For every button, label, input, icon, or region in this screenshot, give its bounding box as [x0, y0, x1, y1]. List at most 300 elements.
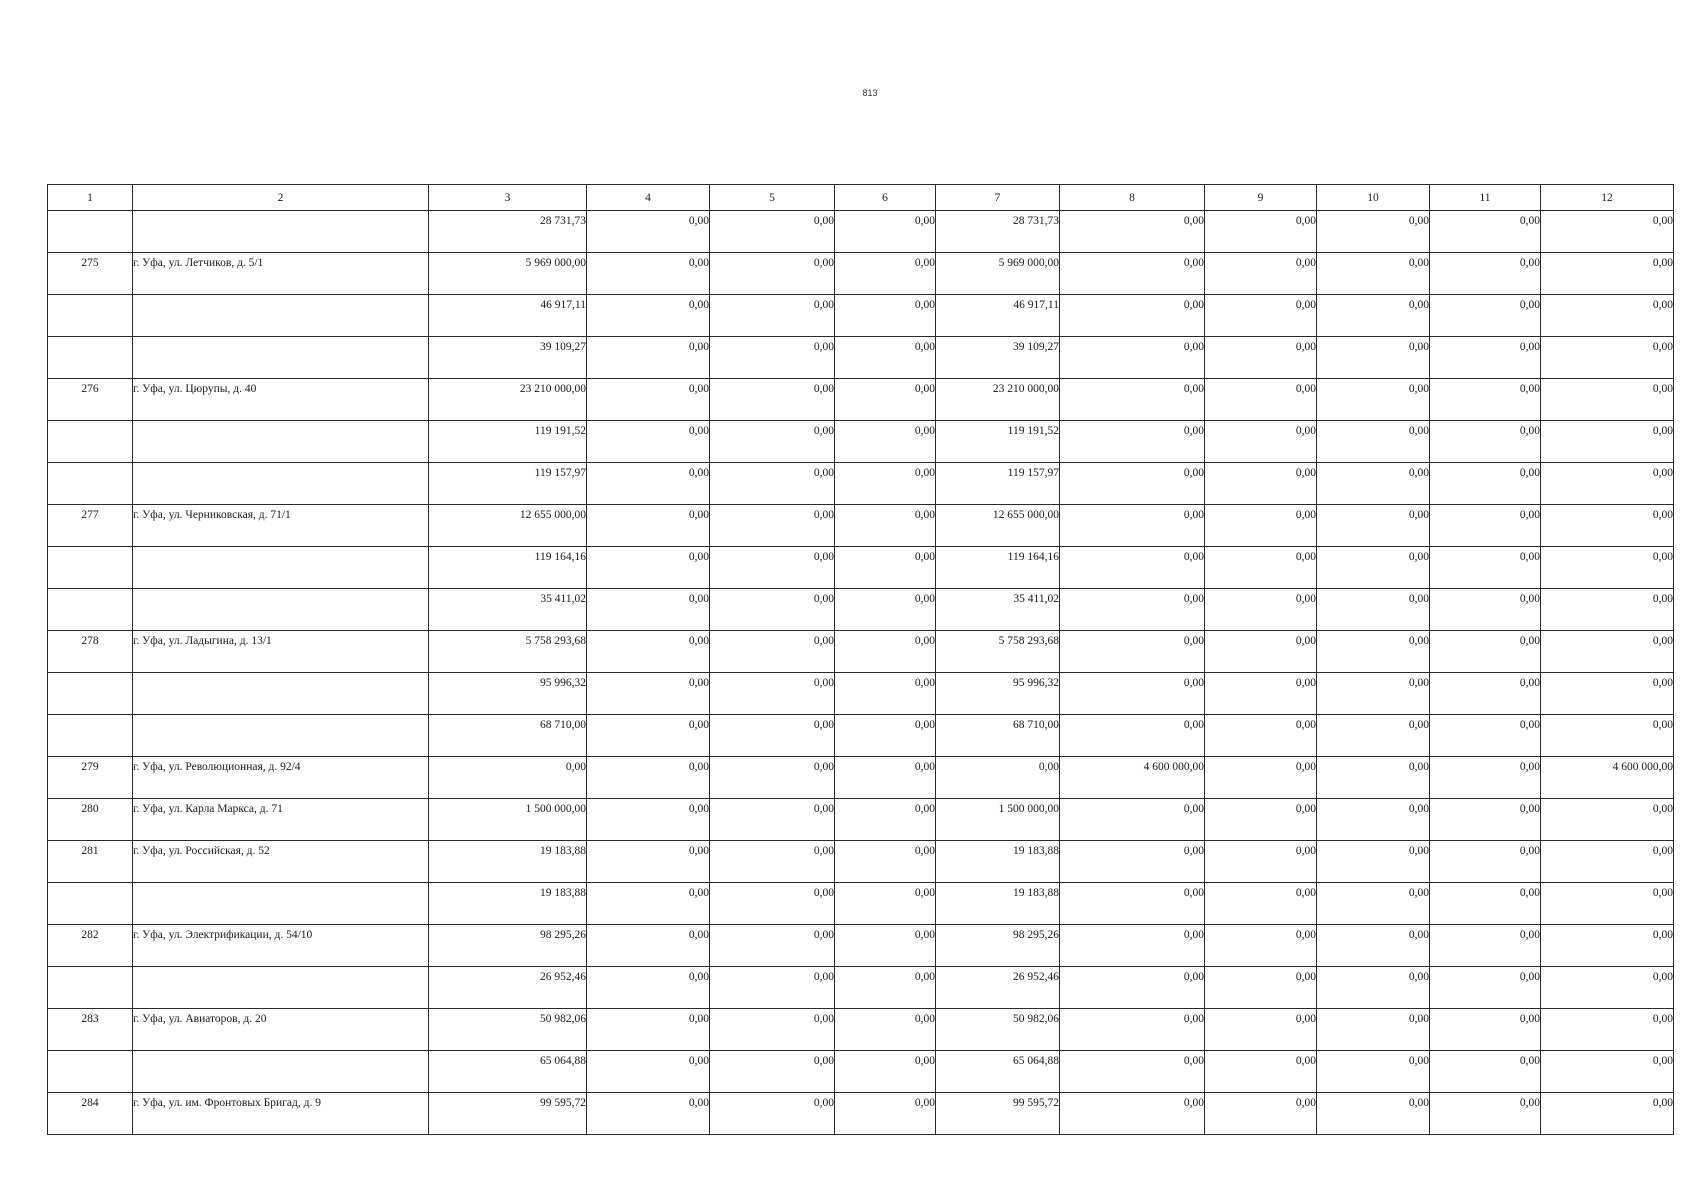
value-cell: 0,00	[1317, 673, 1430, 715]
row-number-cell	[48, 421, 133, 463]
value-cell: 28 731,73	[429, 211, 587, 253]
value-cell: 0,00	[1541, 463, 1674, 505]
table-row	[48, 967, 1674, 1009]
value-cell: 0,00	[710, 505, 835, 547]
value-cell: 0,00	[587, 1051, 710, 1093]
row-number-cell: 278	[48, 631, 133, 673]
value-cell: 0,00	[1541, 967, 1674, 1009]
value-cell: 0,00	[1060, 715, 1205, 757]
value-cell: 0,00	[1541, 421, 1674, 463]
row-number-cell: 281	[48, 841, 133, 883]
value-cell: 0,00	[1317, 925, 1430, 967]
value-cell: 0,00	[1541, 673, 1674, 715]
value-cell: 0,00	[1430, 1093, 1541, 1135]
value-cell: 0,00	[1205, 463, 1317, 505]
address-cell	[133, 673, 429, 715]
value-cell: 0,00	[710, 1093, 835, 1135]
value-cell: 0,00	[1541, 379, 1674, 421]
value-cell: 95 996,32	[429, 673, 587, 715]
value-cell: 0,00	[1317, 505, 1430, 547]
value-cell: 0,00	[710, 421, 835, 463]
value-cell: 0,00	[710, 841, 835, 883]
value-cell: 50 982,06	[429, 1009, 587, 1051]
value-cell: 0,00	[1060, 295, 1205, 337]
table-row	[48, 505, 1674, 547]
value-cell: 0,00	[710, 1051, 835, 1093]
address-cell	[133, 295, 429, 337]
value-cell: 0,00	[835, 883, 936, 925]
address-cell	[133, 211, 429, 253]
value-cell: 0,00	[710, 295, 835, 337]
table-row	[48, 253, 1674, 295]
value-cell: 0,00	[1541, 841, 1674, 883]
value-cell: 0,00	[587, 505, 710, 547]
address-cell: г. Уфа, ул. Ладыгина, д. 13/1	[133, 631, 429, 673]
table-row	[48, 379, 1674, 421]
value-cell: 0,00	[835, 715, 936, 757]
address-cell	[133, 547, 429, 589]
column-header: 6	[835, 185, 936, 211]
value-cell: 0,00	[1205, 1051, 1317, 1093]
value-cell: 0,00	[1430, 883, 1541, 925]
value-cell: 0,00	[587, 589, 710, 631]
address-cell: г. Уфа, ул. Летчиков, д. 5/1	[133, 253, 429, 295]
table-row	[48, 757, 1674, 799]
address-cell: г. Уфа, ул. им. Фронтовых Бригад, д. 9	[133, 1093, 429, 1135]
value-cell: 0,00	[1060, 589, 1205, 631]
value-cell: 0,00	[835, 589, 936, 631]
value-cell: 0,00	[1430, 253, 1541, 295]
value-cell: 0,00	[587, 1093, 710, 1135]
value-cell: 0,00	[835, 547, 936, 589]
value-cell: 0,00	[1430, 715, 1541, 757]
value-cell: 0,00	[1060, 211, 1205, 253]
table-row	[48, 337, 1674, 379]
value-cell: 0,00	[587, 421, 710, 463]
value-cell: 0,00	[710, 379, 835, 421]
value-cell: 0,00	[835, 463, 936, 505]
value-cell: 35 411,02	[429, 589, 587, 631]
value-cell: 0,00	[1205, 715, 1317, 757]
value-cell: 26 952,46	[936, 967, 1060, 1009]
column-header: 8	[1060, 185, 1205, 211]
value-cell: 19 183,88	[936, 841, 1060, 883]
value-cell: 0,00	[1060, 1093, 1205, 1135]
value-cell: 119 164,16	[936, 547, 1060, 589]
value-cell: 0,00	[1430, 1009, 1541, 1051]
value-cell: 65 064,88	[936, 1051, 1060, 1093]
value-cell: 98 295,26	[936, 925, 1060, 967]
column-header: 7	[936, 185, 1060, 211]
value-cell: 0,00	[1541, 925, 1674, 967]
value-cell: 0,00	[587, 673, 710, 715]
value-cell: 12 655 000,00	[429, 505, 587, 547]
value-cell: 0,00	[1205, 925, 1317, 967]
value-cell: 0,00	[587, 211, 710, 253]
value-cell: 0,00	[1205, 337, 1317, 379]
value-cell: 0,00	[587, 967, 710, 1009]
row-number-cell	[48, 463, 133, 505]
value-cell: 0,00	[1317, 589, 1430, 631]
value-cell: 68 710,00	[936, 715, 1060, 757]
value-cell: 0,00	[1541, 1093, 1674, 1135]
value-cell: 0,00	[1060, 253, 1205, 295]
address-cell	[133, 463, 429, 505]
value-cell: 68 710,00	[429, 715, 587, 757]
column-header: 1	[48, 185, 133, 211]
value-cell: 0,00	[835, 253, 936, 295]
value-cell: 0,00	[835, 841, 936, 883]
value-cell: 0,00	[710, 631, 835, 673]
address-cell: г. Уфа, ул. Революционная, д. 92/4	[133, 757, 429, 799]
value-cell: 119 191,52	[936, 421, 1060, 463]
value-cell: 0,00	[835, 211, 936, 253]
table-row	[48, 631, 1674, 673]
value-cell: 0,00	[710, 673, 835, 715]
value-cell: 12 655 000,00	[936, 505, 1060, 547]
address-cell: г. Уфа, ул. Цюрупы, д. 40	[133, 379, 429, 421]
column-header: 11	[1430, 185, 1541, 211]
table-row	[48, 883, 1674, 925]
value-cell: 5 969 000,00	[936, 253, 1060, 295]
value-cell: 23 210 000,00	[936, 379, 1060, 421]
value-cell: 0,00	[835, 421, 936, 463]
table-row	[48, 673, 1674, 715]
table-row	[48, 547, 1674, 589]
value-cell: 0,00	[587, 883, 710, 925]
address-cell: г. Уфа, ул. Авиаторов, д. 20	[133, 1009, 429, 1051]
value-cell: 5 758 293,68	[936, 631, 1060, 673]
value-cell: 119 157,97	[429, 463, 587, 505]
row-number-cell: 283	[48, 1009, 133, 1051]
table-row	[48, 925, 1674, 967]
row-number-cell	[48, 1051, 133, 1093]
value-cell: 0,00	[1430, 379, 1541, 421]
value-cell: 0,00	[587, 379, 710, 421]
row-number-cell	[48, 211, 133, 253]
value-cell: 26 952,46	[429, 967, 587, 1009]
value-cell: 0,00	[1430, 967, 1541, 1009]
row-number-cell: 276	[48, 379, 133, 421]
value-cell: 0,00	[1430, 757, 1541, 799]
value-cell: 46 917,11	[936, 295, 1060, 337]
value-cell: 0,00	[1317, 631, 1430, 673]
value-cell: 0,00	[835, 799, 936, 841]
column-header: 3	[429, 185, 587, 211]
value-cell: 0,00	[1060, 967, 1205, 1009]
value-cell: 19 183,88	[429, 883, 587, 925]
value-cell: 0,00	[1541, 547, 1674, 589]
value-cell: 0,00	[710, 715, 835, 757]
row-number-cell: 277	[48, 505, 133, 547]
value-cell: 0,00	[1317, 463, 1430, 505]
value-cell: 0,00	[936, 757, 1060, 799]
value-cell: 0,00	[1541, 883, 1674, 925]
value-cell: 0,00	[1205, 505, 1317, 547]
address-cell: г. Уфа, ул. Российская, д. 52	[133, 841, 429, 883]
value-cell: 98 295,26	[429, 925, 587, 967]
value-cell: 0,00	[1317, 1009, 1430, 1051]
value-cell: 46 917,11	[429, 295, 587, 337]
value-cell: 0,00	[1060, 925, 1205, 967]
value-cell: 0,00	[587, 295, 710, 337]
value-cell: 0,00	[587, 799, 710, 841]
value-cell: 0,00	[710, 337, 835, 379]
value-cell: 0,00	[587, 337, 710, 379]
row-number-cell: 279	[48, 757, 133, 799]
column-header: 10	[1317, 185, 1430, 211]
value-cell: 0,00	[587, 1009, 710, 1051]
row-number-cell: 282	[48, 925, 133, 967]
value-cell: 0,00	[835, 1093, 936, 1135]
header-row	[48, 185, 1674, 211]
value-cell: 0,00	[835, 673, 936, 715]
value-cell: 0,00	[710, 253, 835, 295]
value-cell: 0,00	[835, 337, 936, 379]
value-cell: 0,00	[1060, 421, 1205, 463]
value-cell: 0,00	[1541, 337, 1674, 379]
value-cell: 0,00	[710, 925, 835, 967]
value-cell: 0,00	[710, 589, 835, 631]
value-cell: 0,00	[1430, 673, 1541, 715]
table-row	[48, 1051, 1674, 1093]
value-cell: 0,00	[1060, 1009, 1205, 1051]
value-cell: 119 191,52	[429, 421, 587, 463]
value-cell: 5 969 000,00	[429, 253, 587, 295]
table-row	[48, 211, 1674, 253]
value-cell: 0,00	[587, 547, 710, 589]
value-cell: 50 982,06	[936, 1009, 1060, 1051]
table-body	[48, 211, 1674, 1135]
value-cell: 99 595,72	[936, 1093, 1060, 1135]
value-cell: 0,00	[1205, 547, 1317, 589]
value-cell: 0,00	[835, 1051, 936, 1093]
value-cell: 0,00	[1060, 631, 1205, 673]
value-cell: 19 183,88	[429, 841, 587, 883]
value-cell: 0,00	[587, 631, 710, 673]
value-cell: 0,00	[1317, 799, 1430, 841]
value-cell: 0,00	[1060, 1051, 1205, 1093]
value-cell: 0,00	[1205, 253, 1317, 295]
value-cell: 0,00	[1541, 1009, 1674, 1051]
value-cell: 0,00	[710, 757, 835, 799]
address-cell	[133, 883, 429, 925]
value-cell: 65 064,88	[429, 1051, 587, 1093]
value-cell: 95 996,32	[936, 673, 1060, 715]
value-cell: 0,00	[1317, 295, 1430, 337]
value-cell: 0,00	[1317, 757, 1430, 799]
value-cell: 0,00	[1317, 1051, 1430, 1093]
value-cell: 39 109,27	[936, 337, 1060, 379]
value-cell: 0,00	[1205, 379, 1317, 421]
value-cell: 0,00	[587, 463, 710, 505]
value-cell: 0,00	[1317, 253, 1430, 295]
value-cell: 0,00	[1317, 715, 1430, 757]
value-cell: 1 500 000,00	[936, 799, 1060, 841]
address-cell	[133, 589, 429, 631]
value-cell: 0,00	[587, 841, 710, 883]
value-cell: 0,00	[1205, 1009, 1317, 1051]
row-number-cell	[48, 295, 133, 337]
value-cell: 5 758 293,68	[429, 631, 587, 673]
value-cell: 0,00	[710, 463, 835, 505]
table-row	[48, 841, 1674, 883]
value-cell: 39 109,27	[429, 337, 587, 379]
value-cell: 0,00	[835, 631, 936, 673]
address-cell: г. Уфа, ул. Черниковская, д. 71/1	[133, 505, 429, 547]
table-row	[48, 463, 1674, 505]
address-cell: г. Уфа, ул. Карла Маркса, д. 71	[133, 799, 429, 841]
value-cell: 0,00	[1060, 841, 1205, 883]
value-cell: 0,00	[1205, 841, 1317, 883]
value-cell: 0,00	[1205, 421, 1317, 463]
value-cell: 0,00	[1060, 673, 1205, 715]
value-cell: 0,00	[1317, 883, 1430, 925]
value-cell: 0,00	[1541, 715, 1674, 757]
value-cell: 0,00	[1317, 211, 1430, 253]
value-cell: 0,00	[1430, 841, 1541, 883]
table-row	[48, 295, 1674, 337]
value-cell: 0,00	[1060, 505, 1205, 547]
value-cell: 0,00	[1060, 337, 1205, 379]
value-cell: 0,00	[1060, 463, 1205, 505]
value-cell: 0,00	[710, 547, 835, 589]
row-number-cell	[48, 715, 133, 757]
value-cell: 0,00	[1430, 799, 1541, 841]
value-cell: 0,00	[835, 295, 936, 337]
value-cell: 99 595,72	[429, 1093, 587, 1135]
value-cell: 0,00	[1205, 967, 1317, 1009]
value-cell: 23 210 000,00	[429, 379, 587, 421]
value-cell: 0,00	[710, 211, 835, 253]
column-header: 2	[133, 185, 429, 211]
value-cell: 0,00	[835, 505, 936, 547]
value-cell: 0,00	[1430, 1051, 1541, 1093]
value-cell: 0,00	[710, 883, 835, 925]
value-cell: 0,00	[587, 253, 710, 295]
budget-table	[47, 184, 1674, 1135]
value-cell: 0,00	[835, 1009, 936, 1051]
value-cell: 0,00	[1541, 253, 1674, 295]
value-cell: 0,00	[1430, 463, 1541, 505]
value-cell: 0,00	[835, 967, 936, 1009]
row-number-cell: 284	[48, 1093, 133, 1135]
value-cell: 0,00	[1060, 379, 1205, 421]
value-cell: 0,00	[1205, 295, 1317, 337]
value-cell: 0,00	[1060, 799, 1205, 841]
address-cell: г. Уфа, ул. Электрификации, д. 54/10	[133, 925, 429, 967]
value-cell: 0,00	[1205, 211, 1317, 253]
value-cell: 0,00	[1205, 1093, 1317, 1135]
column-header: 5	[710, 185, 835, 211]
table-row	[48, 715, 1674, 757]
value-cell: 0,00	[1430, 589, 1541, 631]
table-row	[48, 799, 1674, 841]
row-number-cell	[48, 547, 133, 589]
table-row	[48, 1009, 1674, 1051]
value-cell: 0,00	[1317, 337, 1430, 379]
row-number-cell	[48, 337, 133, 379]
value-cell: 0,00	[1430, 211, 1541, 253]
value-cell: 28 731,73	[936, 211, 1060, 253]
value-cell: 1 500 000,00	[429, 799, 587, 841]
value-cell: 0,00	[1060, 883, 1205, 925]
value-cell: 0,00	[1205, 883, 1317, 925]
value-cell: 0,00	[1541, 1051, 1674, 1093]
value-cell: 0,00	[1317, 1093, 1430, 1135]
value-cell: 0,00	[1541, 799, 1674, 841]
address-cell	[133, 967, 429, 1009]
table-row	[48, 589, 1674, 631]
value-cell: 119 164,16	[429, 547, 587, 589]
address-cell	[133, 715, 429, 757]
value-cell: 0,00	[1541, 631, 1674, 673]
value-cell: 0,00	[1205, 673, 1317, 715]
value-cell: 0,00	[587, 925, 710, 967]
value-cell: 0,00	[1430, 421, 1541, 463]
value-cell: 0,00	[1205, 757, 1317, 799]
value-cell: 0,00	[1317, 379, 1430, 421]
value-cell: 0,00	[1430, 925, 1541, 967]
address-cell	[133, 1051, 429, 1093]
value-cell: 0,00	[1430, 295, 1541, 337]
value-cell: 0,00	[587, 757, 710, 799]
value-cell: 119 157,97	[936, 463, 1060, 505]
value-cell: 0,00	[1205, 631, 1317, 673]
value-cell: 0,00	[1317, 967, 1430, 1009]
row-number-cell: 275	[48, 253, 133, 295]
value-cell: 19 183,88	[936, 883, 1060, 925]
value-cell: 0,00	[1317, 421, 1430, 463]
value-cell: 0,00	[1205, 799, 1317, 841]
table-row	[48, 421, 1674, 463]
value-cell: 0,00	[1541, 295, 1674, 337]
row-number-cell	[48, 673, 133, 715]
value-cell: 0,00	[429, 757, 587, 799]
value-cell: 4 600 000,00	[1060, 757, 1205, 799]
value-cell: 0,00	[710, 799, 835, 841]
value-cell: 0,00	[1430, 505, 1541, 547]
value-cell: 0,00	[835, 757, 936, 799]
address-cell	[133, 337, 429, 379]
value-cell: 0,00	[835, 925, 936, 967]
value-cell: 0,00	[1541, 211, 1674, 253]
value-cell: 0,00	[1317, 547, 1430, 589]
value-cell: 4 600 000,00	[1541, 757, 1674, 799]
value-cell: 0,00	[1060, 547, 1205, 589]
value-cell: 0,00	[710, 1009, 835, 1051]
page-number: 813	[862, 88, 878, 98]
row-number-cell	[48, 589, 133, 631]
value-cell: 0,00	[835, 379, 936, 421]
value-cell: 0,00	[1541, 505, 1674, 547]
value-cell: 0,00	[1317, 841, 1430, 883]
value-cell: 0,00	[1541, 589, 1674, 631]
value-cell: 0,00	[1430, 337, 1541, 379]
value-cell: 0,00	[710, 967, 835, 1009]
table-row	[48, 1093, 1674, 1135]
column-header: 4	[587, 185, 710, 211]
value-cell: 35 411,02	[936, 589, 1060, 631]
value-cell: 0,00	[1430, 631, 1541, 673]
column-header: 9	[1205, 185, 1317, 211]
row-number-cell: 280	[48, 799, 133, 841]
row-number-cell	[48, 967, 133, 1009]
column-header: 12	[1541, 185, 1674, 211]
row-number-cell	[48, 883, 133, 925]
value-cell: 0,00	[1205, 589, 1317, 631]
value-cell: 0,00	[1430, 547, 1541, 589]
